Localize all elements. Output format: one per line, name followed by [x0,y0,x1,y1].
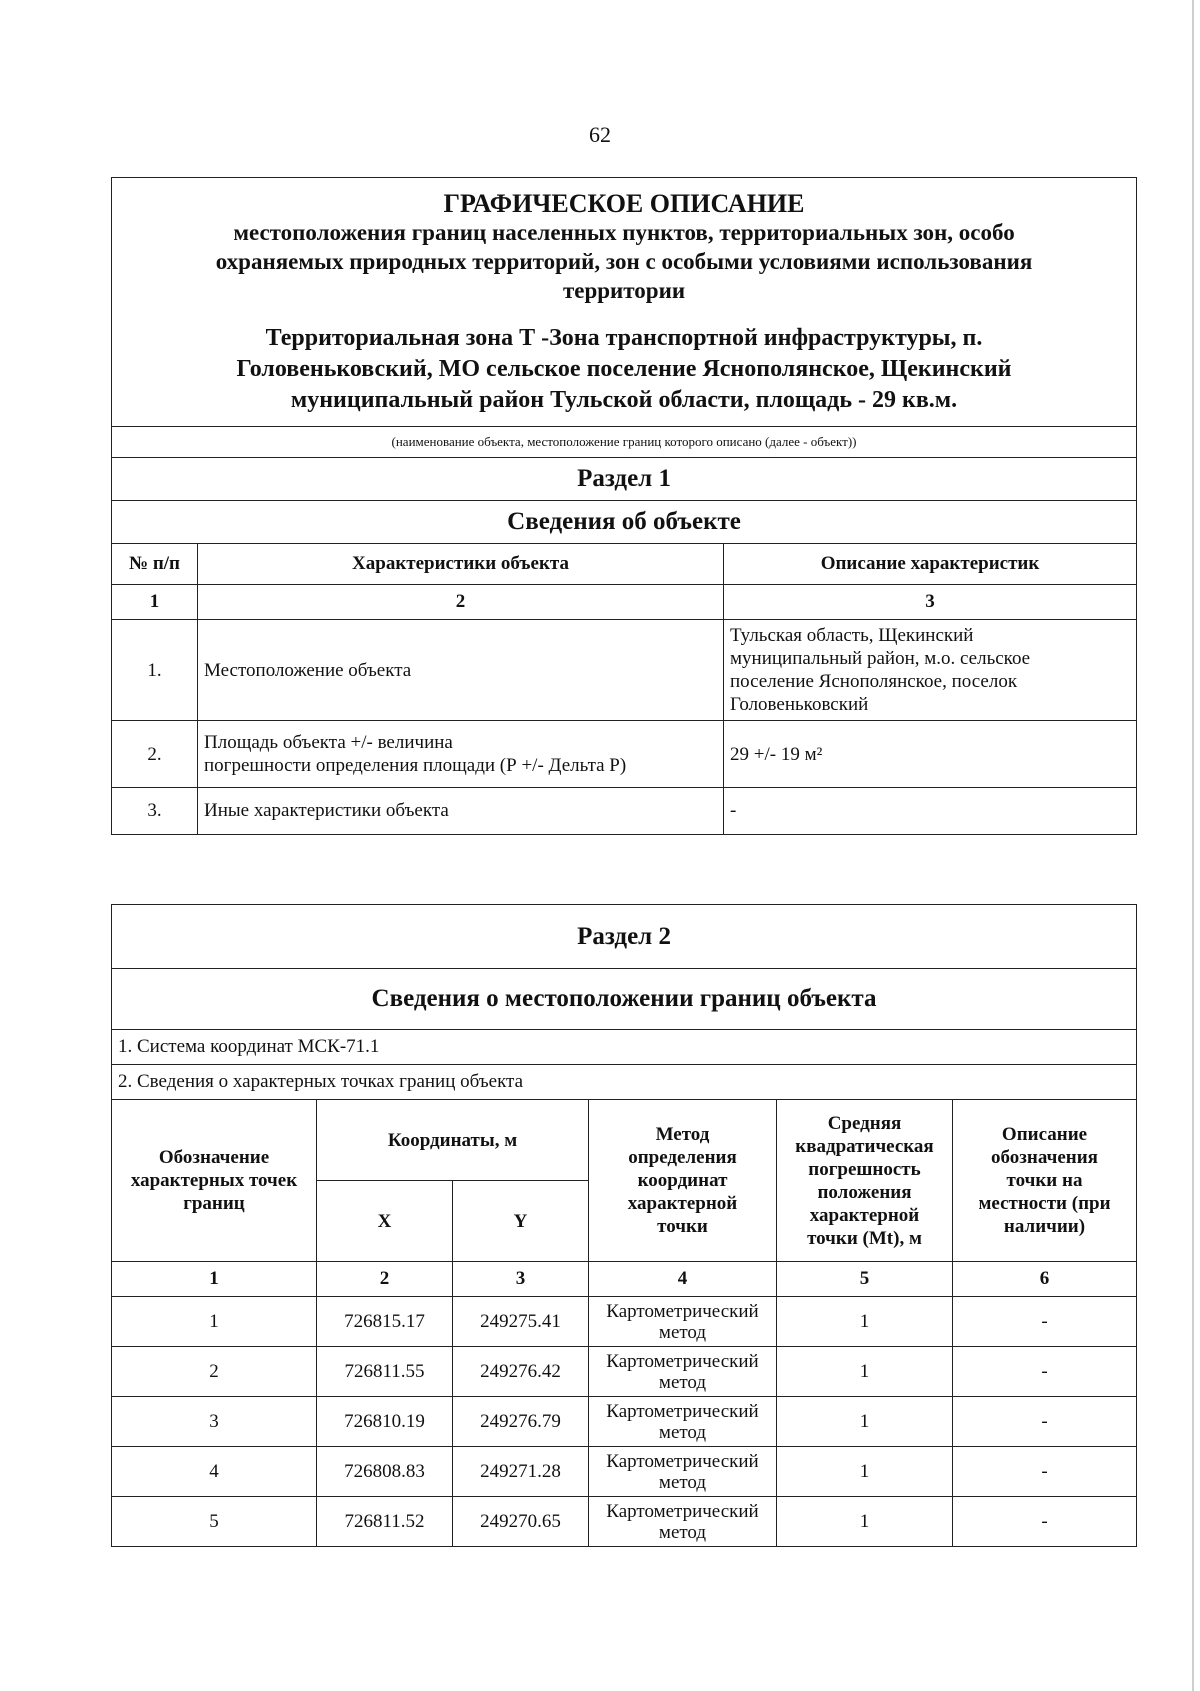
point-desc: - [953,1297,1137,1347]
row-characteristic [198,721,724,788]
col-number: 1 [112,1262,317,1297]
point-id: 5 [112,1497,317,1547]
col-number: 5 [777,1262,953,1297]
point-x: 726808.83 [317,1447,453,1497]
table-row [112,788,1137,835]
col-header-points [112,1100,317,1262]
point-y: 249271.28 [453,1447,589,1497]
section1-subtitle: Сведения об объекте [112,501,1137,544]
col-number: 2 [317,1262,453,1297]
col-header-description: Описание характеристик [724,544,1137,585]
point-id: 2 [112,1347,317,1397]
table-row [112,620,1137,721]
point-id: 3 [112,1397,317,1447]
header-line: координат [637,1170,728,1191]
header-line: характерной [809,1204,920,1226]
object-note: (наименование объекта, местоположение границ которого описано (далее - объект)) [112,427,1137,458]
point-y: 249276.79 [453,1397,589,1447]
section1-table [111,177,1137,835]
points-colnum-row [112,1262,1137,1297]
row-characteristic-line: Площадь объекта +/- величина [204,732,453,753]
point-mt: 1 [777,1347,953,1397]
point-method [589,1347,777,1397]
zone-title [122,323,1126,416]
point-desc: - [953,1447,1137,1497]
section2-title: Раздел 2 [112,905,1137,969]
header-line: характерной [627,1193,738,1214]
point-mt: 1 [777,1447,953,1497]
table-row [112,1497,1137,1547]
header-line: Описание [1001,1124,1088,1145]
point-method-line: метод [658,1321,707,1343]
point-x: 726815.17 [317,1297,453,1347]
point-mt: 1 [777,1397,953,1447]
point-y: 249276.42 [453,1347,589,1397]
col-header-x: X [317,1181,453,1262]
points-caption: 2. Сведения о характерных точках границ объекта [112,1065,1137,1100]
point-x: 726810.19 [317,1397,453,1447]
header-line: точки [657,1216,708,1237]
point-x: 726811.55 [317,1347,453,1397]
col-header-method [589,1100,777,1262]
section1-subtitle-row [112,501,1137,544]
col-header-characteristic: Характеристики объекта [198,544,724,585]
table-row [112,1297,1137,1347]
point-y: 249270.65 [453,1497,589,1547]
section1-title-row [112,458,1137,501]
doc-subtitle-line: территории [562,278,686,303]
point-method-line: метод [658,1521,707,1543]
header-line: обозначения [991,1147,1098,1168]
table-row [112,1397,1137,1447]
point-method [589,1397,777,1447]
point-method-line: метод [658,1421,707,1443]
point-desc: - [953,1347,1137,1397]
point-method-line: Картометрический [606,1450,759,1472]
row-description-line: Тульская область, Щекинский [730,625,974,646]
point-method-line: Картометрический [606,1400,759,1422]
col-number: 6 [953,1262,1137,1297]
col-header-point-description [953,1100,1137,1262]
header-line: точки на [1006,1170,1083,1191]
header-line: Средняя [827,1112,902,1134]
row-description-line: муниципальный район, м.о. сельское [730,648,1031,669]
note-row [112,427,1137,458]
row-characteristic: Местоположение объекта [198,620,724,721]
point-desc: - [953,1497,1137,1547]
doc-header-cell [112,178,1137,427]
point-method-line: метод [658,1471,707,1493]
row-num: 1. [112,620,198,721]
header-line: характерных точек [130,1170,298,1191]
header-line: наличии) [1003,1216,1086,1237]
point-method-line: метод [658,1371,707,1393]
point-method [589,1447,777,1497]
section2-title-row [112,905,1137,969]
point-mt: 1 [777,1297,953,1347]
doc-subtitle-line: охраняемых природных территорий, зон с особыми условиями использования [215,249,1033,274]
zone-title-line: Головеньковский, МО сельское поселение Яснополянское, Щекинский [236,356,1012,382]
col-number: 2 [198,585,724,620]
point-desc: - [953,1397,1137,1447]
table-row [112,721,1137,788]
zone-title-line: Территориальная зона Т -Зона транспортной инфраструктуры, п. [265,325,983,351]
row-description [724,620,1137,721]
section1-colnum-row [112,585,1137,620]
col-header-y: Y [453,1181,589,1262]
section2-table [111,904,1137,1547]
row-characteristic-line: погрешности определения площади (Р +/- Дельта Р) [204,755,627,776]
row-description: 29 +/- 19 м² [724,721,1137,788]
coord-system: 1. Система координат МСК-71.1 [112,1030,1137,1065]
row-description-line: поселение Яснополянское, поселок [730,671,1018,692]
col-number: 1 [112,585,198,620]
table-row [112,1347,1137,1397]
col-header-num: № п/п [112,544,198,585]
col-number: 4 [589,1262,777,1297]
point-y: 249275.41 [453,1297,589,1347]
header-line: местности (при [978,1193,1111,1214]
header-line: точки (Mt), м [807,1227,922,1249]
col-header-coords: Координаты, м [317,1100,589,1181]
points-caption-row [112,1065,1137,1100]
point-method [589,1297,777,1347]
point-method-line: Картометрический [606,1500,759,1522]
point-mt: 1 [777,1497,953,1547]
doc-title: ГРАФИЧЕСКОЕ ОПИСАНИЕ [443,189,805,218]
doc-subtitle [122,218,1126,305]
header-line: погрешность [808,1158,921,1180]
scan-edge-line [1192,0,1194,1691]
row-characteristic: Иные характеристики объекта [198,788,724,835]
point-method [589,1497,777,1547]
section2-subtitle-row [112,969,1137,1030]
col-number: 3 [724,585,1137,620]
header-line: положения [817,1181,912,1203]
doc-subtitle-line: местоположения границ населенных пунктов, территориальных зон, особо [233,220,1015,245]
row-num: 3. [112,788,198,835]
point-method-line: Картометрический [606,1350,759,1372]
col-header-error [777,1100,953,1262]
header-line: Обозначение [158,1147,270,1168]
col-number: 3 [453,1262,589,1297]
zone-title-line: муниципальный район Тульской области, площадь - 29 кв.м. [290,387,958,413]
page-number: 62 [589,122,611,147]
point-x: 726811.52 [317,1497,453,1547]
row-description: - [724,788,1137,835]
header-line: квадратическая [795,1135,934,1157]
point-method-line: Картометрический [606,1300,759,1322]
section2-subtitle: Сведения о местоположении границ объекта [112,969,1137,1030]
header-line: определения [628,1147,737,1168]
points-header-row [112,1100,1137,1181]
point-id: 4 [112,1447,317,1497]
table-row [112,1447,1137,1497]
header-line: Метод [655,1124,710,1145]
section1-header-row [112,544,1137,585]
section1-title: Раздел 1 [112,458,1137,501]
doc-header-row [112,178,1137,427]
row-num: 2. [112,721,198,788]
point-id: 1 [112,1297,317,1347]
header-line: границ [183,1193,245,1214]
row-description-line: Головеньковский [730,694,869,715]
coord-system-row [112,1030,1137,1065]
